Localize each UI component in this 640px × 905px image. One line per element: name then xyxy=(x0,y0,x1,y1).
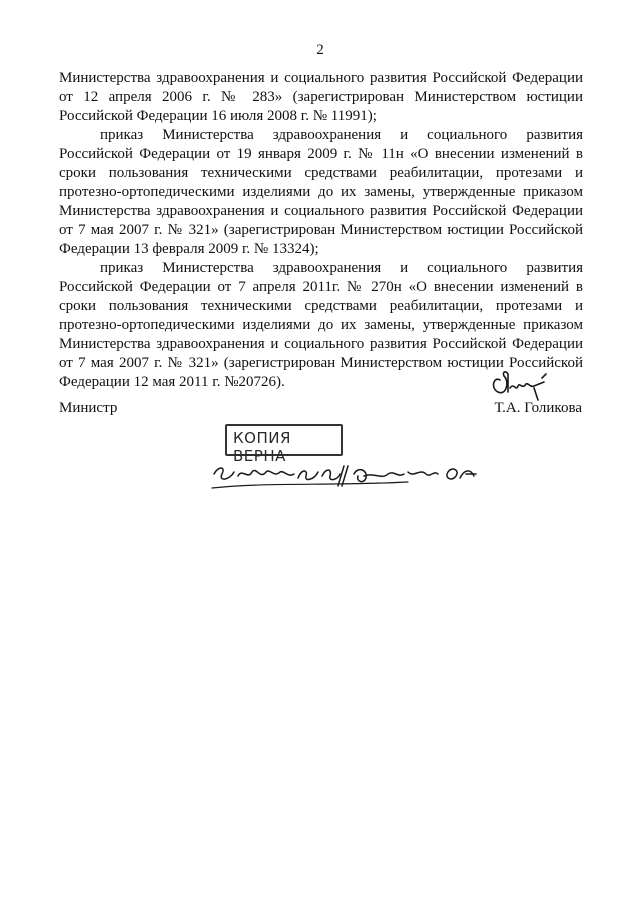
signatory-title: Министр xyxy=(59,400,118,416)
paragraph-continuation: Министерства здравоохранения и социального развития Российской Федерации от 12 апреля 2006 г. № 283» (зарегистрирован Министерством юстиции Российской Федерации 16 июля 2008 г. № 11991); xyxy=(59,70,583,124)
document-body xyxy=(59,69,583,392)
page-number: 2 xyxy=(316,42,324,58)
signatory-name: Т.А. Голикова xyxy=(494,400,582,416)
stamp-text: КОПИЯ ВЕРНА xyxy=(233,429,291,465)
paragraph-order-270n: приказ Министерства здравоохранения и социального развития Российской Федерации от 7 апреля 2011г. № 270н «О внесении изменений в сроки пользования техническими средствами реабилитации, протезами и протезно-ортопедическими изделиями до их замены, утвержденные приказом Министерства здравоохранения и социального развития Российской Федерации от 7 мая 2007 г. № 321» (зарегистрирован Министерством юстиции Российской Федерации 12 мая 2011 г. №20726). xyxy=(59,260,583,390)
handwritten-certification-note xyxy=(208,452,488,498)
paragraph-order-11n: приказ Министерства здравоохранения и социального развития Российской Федерации от 19 января 2009 г. № 11н «О внесении изменений в сроки пользования техническими средствами реабилитации, протезами и протезно-ортопедическими изделиями до их замены, утвержденные приказом Министерства здравоохранения и социального развития Российской Федерации от 7 мая 2007 г. № 321» (зарегистрирован Министерством юстиции Российской Федерации 13 февраля 2009 г. № 13324); xyxy=(59,127,583,257)
